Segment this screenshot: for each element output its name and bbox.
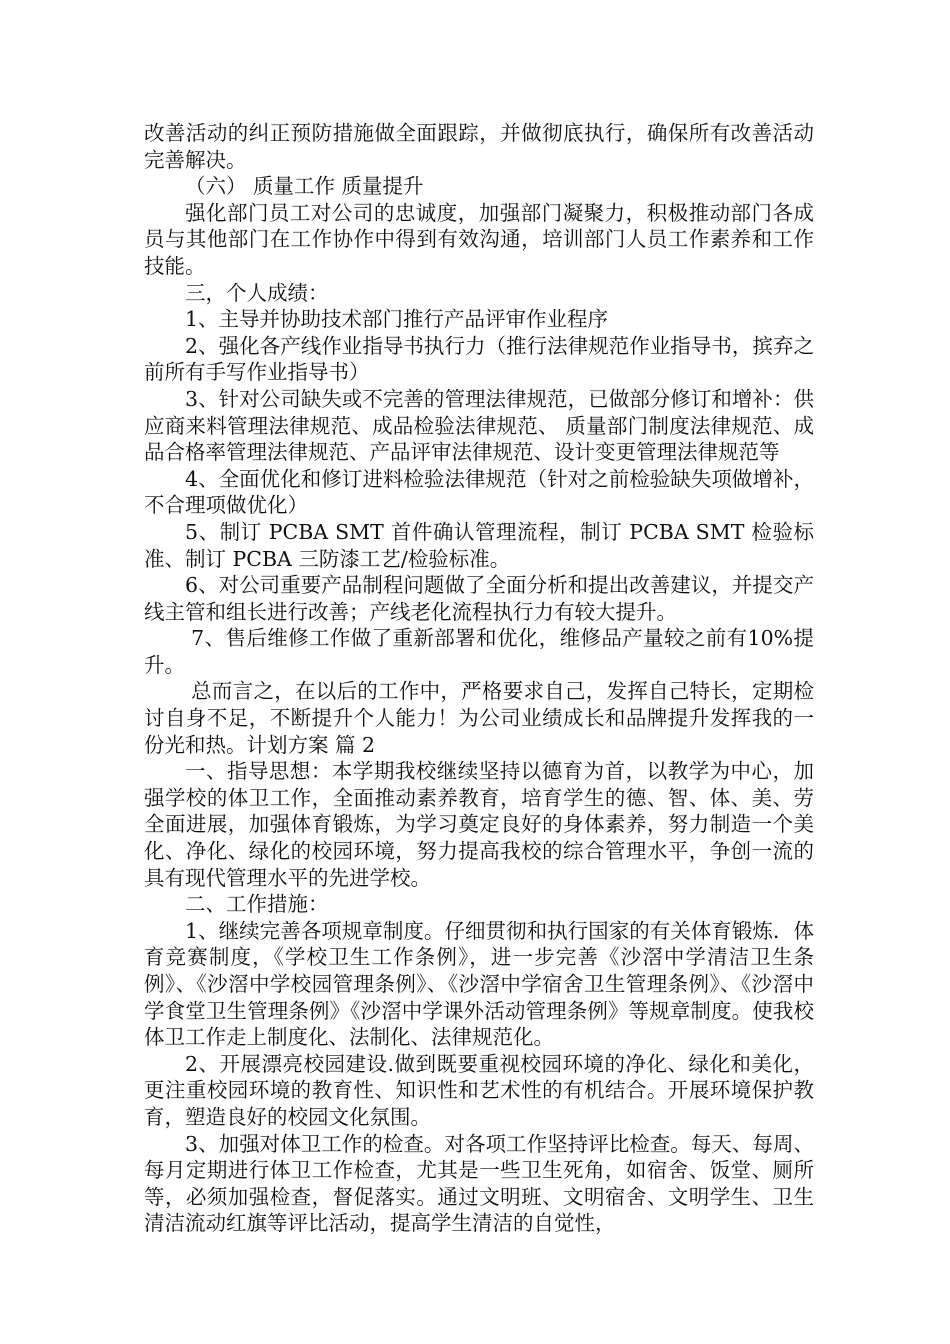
list-item-2: 2、强化各产线作业指导书执行力（推行法律规范作业指导书，摈弃之前所有手写作业指导书） xyxy=(144,333,814,385)
paragraph-summary: 总而言之，在以后的工作中，严格要求自己，发挥自己特长，定期检讨自身不足，不断提升个人能力！为公司业绩成长和品牌提升发挥我的一份光和热。计划方案 篇 2 xyxy=(144,679,814,757)
list-item-6: 6、对公司重要产品制程问题做了全面分析和提出改善建议，并提交产线主管和组长进行改善；产线老化流程执行力有较大提升。 xyxy=(144,573,814,624)
section-guiding-idea: 一、指导思想：本学期我校继续坚持以德育为首，以教学为中心，加强学校的体卫工作，全面推动素养教育，培育学生的德、智、体、美、劳全面进展，加强体育锻炼，为学习奠定良好的身体素养，努力制造一个美化、净化、绿化的校园环境，努力提高我校的综合管理水平，争创一流的具有现代管理水平的先进学校。 xyxy=(144,759,814,890)
section-heading-measures: 二、工作措施： xyxy=(185,892,329,917)
list-item-7: 7、售后维修工作做了重新部署和优化，维修品产量较之前有10%提升。 xyxy=(144,626,814,677)
measure-item-3: 3、加强对体卫工作的检查。对各项工作坚持评比检查。每天、每周、每月定期进行体卫工作检查，尤其是一些卫生死角，如宿舍、饭堂、厕所等，必须加强检查，督促落实。通过文明班、文明宿舍、文明学生、卫生清洁流动红旗等评比活动，提高学生清洁的自觉性， xyxy=(144,1131,814,1236)
measure-item-2: 2、开展漂亮校园建设.做到既要重视校园环境的净化、绿化和美化，更注重校园环境的教育性、知识性和艺术性的有机结合。开展环境保护教育，塑造良好的校园文化氛围。 xyxy=(144,1051,814,1129)
paragraph-staff-loyalty: 强化部门员工对公司的忠诚度，加强部门凝聚力，积极推动部门各成员与其他部门在工作协作中得到有效沟通，培训部门人员工作素养和工作技能。 xyxy=(144,200,814,278)
list-item-4: 4、全面优化和修订进料检验法律规范（针对之前检验缺失项做增补，不合理项做优化） xyxy=(144,466,814,518)
measure-item-1: 1、继续完善各项规章制度。仔细贯彻和执行国家的有关体育锻炼．体育竞赛制度，《学校卫生工作条例》，进一步完善《沙滘中学清洁卫生条例》、《沙滘中学校园管理条例》、《沙滘中学宿舍卫生管理条例》、《沙滘中学食堂卫生管理条例》《沙滘中学课外活动管理条例》等规章制度。使我校体卫工作走上制度化、法制化、法律规范化。 xyxy=(144,918,814,1050)
section-heading-achievements: 三，个人成绩： xyxy=(185,280,329,305)
list-item-1: 1、主导并协助技术部门推行产品评审作业程序 xyxy=(185,307,609,332)
section-heading-quality: （六） 质量工作 质量提升 xyxy=(185,174,424,199)
list-item-5: 5、制订 PCBA SMT 首件确认管理流程，制订 PCBA SMT 检验标准、制订 PCBA 三防漆工艺/检验标准。 xyxy=(144,519,814,571)
list-item-3: 3、针对公司缺失或不完善的管理法律规范，已做部分修订和增补：供应商来料管理法律规范、成品检验法律规范、 质量部门制度法律规范、成品合格率管理法律规范、产品评审法律规范、设计变更管理法律规范等 xyxy=(144,386,814,465)
document-body xyxy=(144,120,814,1237)
paragraph-continuation: 改善活动的纠正预防措施做全面跟踪，并做彻底执行，确保所有改善活动完善解决。 xyxy=(144,121,814,172)
